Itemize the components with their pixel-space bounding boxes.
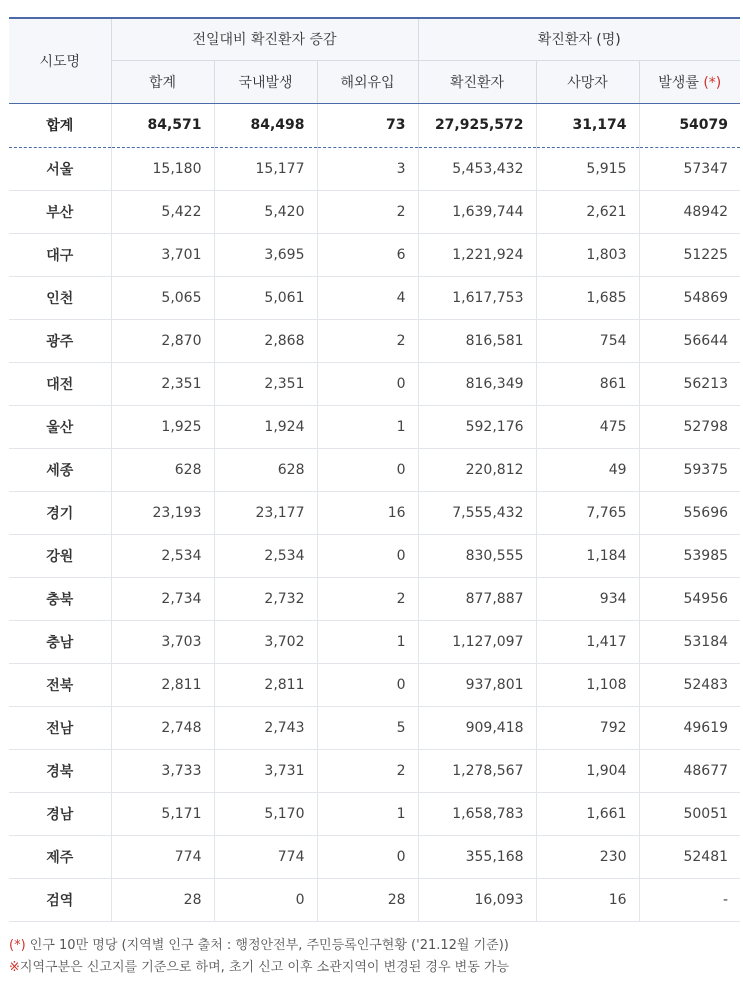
overseas-cell: 1 [317,405,418,448]
deaths-cell: 1,685 [536,276,639,319]
sum-cell: 2,351 [111,362,214,405]
overseas-cell: 1 [317,792,418,835]
footnote-mark: (*) [9,938,26,953]
footnote-population [9,935,509,957]
overseas-cell: 28 [317,878,418,921]
sum-cell: 5,065 [111,276,214,319]
region-cell: 인천 [9,276,111,319]
deaths-cell: 5,915 [536,147,639,190]
header-sum: 합계 [111,60,214,103]
table-row [9,448,740,491]
header-region: 시도명 [9,18,111,103]
overseas-cell: 6 [317,233,418,276]
footnote-text: 지역구분은 신고지를 기준으로 하며, 초기 신고 이후 소관지역이 변경된 경우 변동 가능 [19,960,510,975]
sum-cell: 2,534 [111,534,214,577]
sum-cell: 3,733 [111,749,214,792]
header-overseas: 해외유입 [317,60,418,103]
domestic-cell: 3,731 [214,749,317,792]
confirmed-cell: 909,418 [418,706,536,749]
deaths-cell: 1,904 [536,749,639,792]
deaths-cell: 16 [536,878,639,921]
covid-status-table [9,17,740,922]
sum-cell: 3,701 [111,233,214,276]
confirmed-cell: 1,639,744 [418,190,536,233]
sum-cell: 2,748 [111,706,214,749]
deaths-cell: 754 [536,319,639,362]
overseas-cell: 0 [317,362,418,405]
footnote-mark: ※ [9,960,20,975]
table-body [9,103,740,921]
rate-cell: 54956 [639,577,740,620]
table-row [9,233,740,276]
overseas-cell: 5 [317,706,418,749]
sum-cell: 3,703 [111,620,214,663]
table-row [9,147,740,190]
confirmed-cell: 1,221,924 [418,233,536,276]
region-cell: 합계 [9,103,111,147]
sum-cell: 28 [111,878,214,921]
rate-cell: 59375 [639,448,740,491]
header-group-confirmed: 확진환자 (명) [418,18,740,60]
domestic-cell: 3,702 [214,620,317,663]
table-row [9,620,740,663]
region-cell: 충남 [9,620,111,663]
region-cell: 울산 [9,405,111,448]
header-domestic: 국내발생 [214,60,317,103]
region-cell: 대구 [9,233,111,276]
deaths-cell: 230 [536,835,639,878]
confirmed-cell: 1,658,783 [418,792,536,835]
domestic-cell: 84,498 [214,103,317,147]
domestic-cell: 5,420 [214,190,317,233]
header-group-daily-change: 전일대비 확진환자 증감 [111,18,418,60]
sum-cell: 628 [111,448,214,491]
confirmed-cell: 27,925,572 [418,103,536,147]
overseas-cell: 2 [317,319,418,362]
domestic-cell: 2,743 [214,706,317,749]
rate-cell: 53985 [639,534,740,577]
rate-cell: 55696 [639,491,740,534]
rate-cell: 54079 [639,103,740,147]
region-cell: 경기 [9,491,111,534]
rate-cell: 52798 [639,405,740,448]
confirmed-cell: 1,127,097 [418,620,536,663]
deaths-cell: 1,661 [536,792,639,835]
rate-cell: 49619 [639,706,740,749]
table-row [9,706,740,749]
region-cell: 제주 [9,835,111,878]
confirmed-cell: 7,555,432 [418,491,536,534]
region-cell: 검역 [9,878,111,921]
rate-cell: 56213 [639,362,740,405]
table-row [9,319,740,362]
confirmed-cell: 220,812 [418,448,536,491]
footnote-region-basis [9,957,509,979]
sum-cell: 23,193 [111,491,214,534]
domestic-cell: 5,170 [214,792,317,835]
region-cell: 경북 [9,749,111,792]
region-cell: 강원 [9,534,111,577]
region-cell: 경남 [9,792,111,835]
rate-footnote-mark: (*) [703,74,722,91]
deaths-cell: 1,108 [536,663,639,706]
overseas-cell: 0 [317,663,418,706]
deaths-cell: 31,174 [536,103,639,147]
rate-cell: - [639,878,740,921]
table-row [9,534,740,577]
overseas-cell: 0 [317,534,418,577]
deaths-cell: 1,803 [536,233,639,276]
overseas-cell: 0 [317,448,418,491]
rate-cell: 48942 [639,190,740,233]
region-cell: 대전 [9,362,111,405]
region-cell: 부산 [9,190,111,233]
overseas-cell: 73 [317,103,418,147]
table-row [9,362,740,405]
deaths-cell: 1,417 [536,620,639,663]
deaths-cell: 934 [536,577,639,620]
domestic-cell: 15,177 [214,147,317,190]
confirmed-cell: 877,887 [418,577,536,620]
deaths-cell: 49 [536,448,639,491]
domestic-cell: 2,868 [214,319,317,362]
table-row [9,749,740,792]
deaths-cell: 792 [536,706,639,749]
region-cell: 전남 [9,706,111,749]
overseas-cell: 4 [317,276,418,319]
rate-cell: 52481 [639,835,740,878]
region-cell: 충북 [9,577,111,620]
domestic-cell: 2,732 [214,577,317,620]
table-row [9,577,740,620]
rate-cell: 57347 [639,147,740,190]
overseas-cell: 1 [317,620,418,663]
domestic-cell: 2,534 [214,534,317,577]
overseas-cell: 3 [317,147,418,190]
domestic-cell: 5,061 [214,276,317,319]
overseas-cell: 2 [317,577,418,620]
confirmed-cell: 16,093 [418,878,536,921]
rate-cell: 53184 [639,620,740,663]
sum-cell: 2,870 [111,319,214,362]
domestic-cell: 3,695 [214,233,317,276]
domestic-cell: 23,177 [214,491,317,534]
sum-cell: 1,925 [111,405,214,448]
overseas-cell: 16 [317,491,418,534]
deaths-cell: 7,765 [536,491,639,534]
sum-cell: 774 [111,835,214,878]
deaths-cell: 1,184 [536,534,639,577]
region-cell: 전북 [9,663,111,706]
overseas-cell: 2 [317,749,418,792]
rate-cell: 56644 [639,319,740,362]
rate-cell: 51225 [639,233,740,276]
sum-cell: 84,571 [111,103,214,147]
table-row [9,491,740,534]
rate-cell: 50051 [639,792,740,835]
table-row [9,878,740,921]
confirmed-cell: 816,581 [418,319,536,362]
sum-cell: 15,180 [111,147,214,190]
table-row [9,190,740,233]
header-deaths: 사망자 [536,60,639,103]
domestic-cell: 2,811 [214,663,317,706]
table-header [9,18,740,103]
rate-cell: 48677 [639,749,740,792]
confirmed-cell: 937,801 [418,663,536,706]
footnote-text: 인구 10만 명당 (지역별 인구 출처 : 행정안전부, 주민등록인구현황 ('21.12월 기준)) [25,938,509,953]
overseas-cell: 0 [317,835,418,878]
table-row [9,405,740,448]
header-rate-label: 발생률 [658,74,699,91]
covid-status-table-container [9,17,740,922]
domestic-cell: 1,924 [214,405,317,448]
sum-cell: 5,422 [111,190,214,233]
domestic-cell: 628 [214,448,317,491]
domestic-cell: 0 [214,878,317,921]
sum-cell: 2,734 [111,577,214,620]
region-cell: 서울 [9,147,111,190]
table-row [9,835,740,878]
confirmed-cell: 1,278,567 [418,749,536,792]
header-confirmed: 확진환자 [418,60,536,103]
region-cell: 세종 [9,448,111,491]
table-row [9,792,740,835]
confirmed-cell: 1,617,753 [418,276,536,319]
domestic-cell: 2,351 [214,362,317,405]
rate-cell: 54869 [639,276,740,319]
domestic-cell: 774 [214,835,317,878]
rate-cell: 52483 [639,663,740,706]
overseas-cell: 2 [317,190,418,233]
confirmed-cell: 830,555 [418,534,536,577]
total-row [9,103,740,147]
confirmed-cell: 816,349 [418,362,536,405]
confirmed-cell: 355,168 [418,835,536,878]
confirmed-cell: 592,176 [418,405,536,448]
header-rate [639,60,740,103]
table-row [9,663,740,706]
deaths-cell: 861 [536,362,639,405]
footnotes [9,935,509,979]
sum-cell: 2,811 [111,663,214,706]
deaths-cell: 475 [536,405,639,448]
table-row [9,276,740,319]
region-cell: 광주 [9,319,111,362]
confirmed-cell: 5,453,432 [418,147,536,190]
deaths-cell: 2,621 [536,190,639,233]
sum-cell: 5,171 [111,792,214,835]
